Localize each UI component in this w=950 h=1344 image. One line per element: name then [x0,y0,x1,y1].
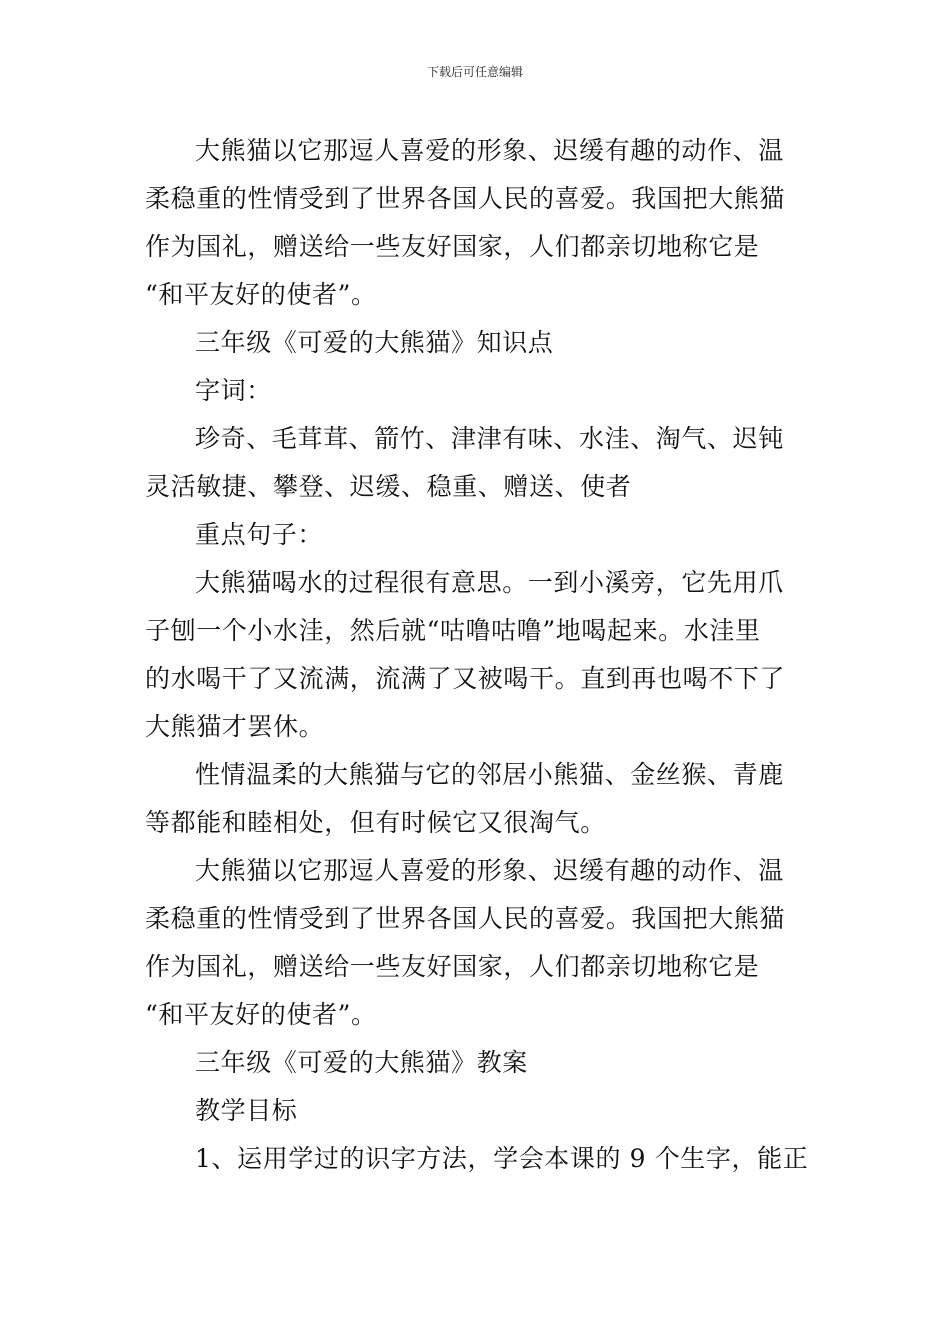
page-header-note: 下载后可任意编辑 [426,65,523,79]
paragraph-panda-image-2 [145,847,810,1039]
text-line: 大熊猫以它那逗人喜爱的形象、迟缓有趣的动作、温 [195,856,784,885]
text-line: 三年级《可爱的大熊猫》知识点 [195,328,554,357]
text-line: “和平友好的使者”。 [145,1000,377,1029]
text-line: 重点句子： [195,520,324,549]
list-item-goal-1 [145,1135,810,1183]
section-heading-lesson-plan [145,1039,810,1087]
text-line: 灵活敏捷、攀登、迟缓、稳重、赠送、使者 [145,472,632,501]
text-line: 大熊猫才罢休。 [145,712,325,741]
text-line: 大熊猫以它那逗人喜爱的形象、迟缓有趣的动作、温 [195,136,784,165]
text-line: 子刨一个小水洼，然后就“咕噜咕噜”地喝起来。水洼里 [145,616,761,645]
text-line: 柔稳重的性情受到了世界各国人民的喜爱。我国把大熊猫 [145,184,786,213]
paragraph-vocabulary-list [145,415,810,511]
text-line: 的水喝干了又流满，流满了又被喝干。直到再也喝不下了 [145,664,786,693]
subheading-teaching-goals [145,1087,810,1135]
text-line: 珍奇、毛茸茸、箭竹、津津有味、水洼、淘气、迟钝 [195,424,784,453]
subheading-vocabulary [145,367,810,415]
text-line: 柔稳重的性情受到了世界各国人民的喜爱。我国把大熊猫 [145,904,786,933]
text-line: 三年级《可爱的大熊猫》教案 [195,1048,528,1077]
text-line: 等都能和睦相处，但有时候它又很淘气。 [145,808,606,837]
paragraph-panda-image-1 [145,127,810,319]
document-body [145,127,810,1183]
text-line: 作为国礼，赠送给一些友好国家，人们都亲切地称它是 [145,952,760,981]
text-line: 1、运用学过的识字方法，学会本课的 9 个生字，能正 [195,1144,809,1173]
text-line: 大熊猫喝水的过程很有意思。一到小溪旁，它先用爪 [195,568,784,597]
text-line: 教学目标 [195,1096,298,1125]
paragraph-panda-drinking [145,559,810,751]
subheading-key-sentences [145,511,810,559]
text-line: 性情温柔的大熊猫与它的邻居小熊猫、金丝猴、青鹿 [195,760,784,789]
text-line: 作为国礼，赠送给一些友好国家，人们都亲切地称它是 [145,232,760,261]
section-heading-knowledge-points [145,319,810,367]
text-line: 字词： [195,376,272,405]
text-line: “和平友好的使者”。 [145,280,377,309]
paragraph-panda-temperament [145,751,810,847]
